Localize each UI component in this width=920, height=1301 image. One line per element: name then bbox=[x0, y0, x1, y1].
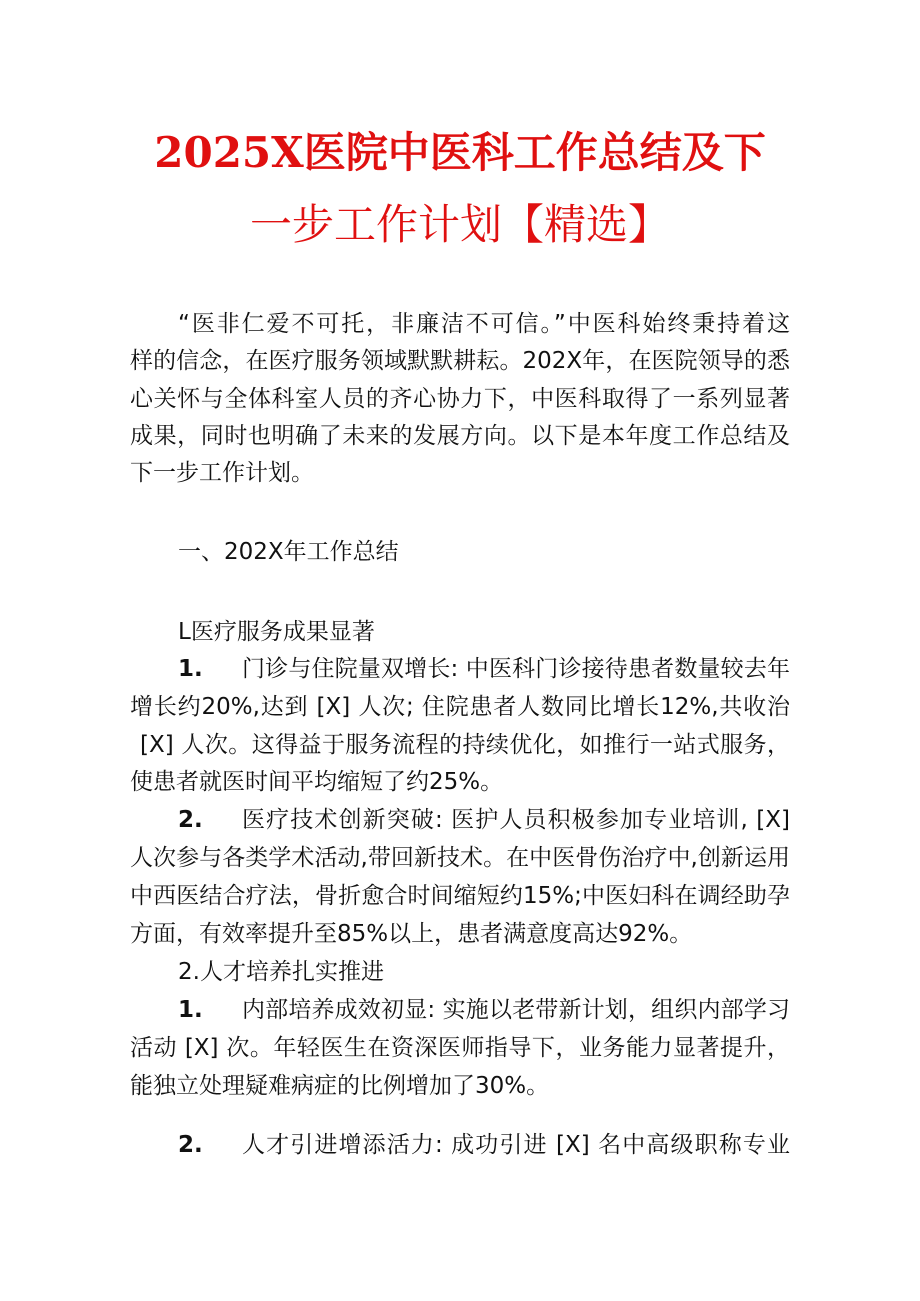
item-line: 方面，有效率提升至85%以上，患者满意度高达92%。 bbox=[130, 921, 693, 947]
item-number: 1. bbox=[178, 997, 203, 1023]
intro-line-1: “医非仁爱不可托，非廉洁不可信。”中医科始终秉持着这 bbox=[178, 311, 790, 337]
item-line: 人次参与各类学术活动,带回新技术。在中医骨伤治疗中,创新运用 bbox=[130, 845, 790, 871]
subsection-1-heading: L医疗服务成果显著 bbox=[178, 619, 375, 645]
subsection-2-heading: 2.人才培养扎实推进 bbox=[178, 959, 384, 985]
intro-line-2: 样的信念，在医疗服务领域默默耕耘。202X年，在医院领导的悉 bbox=[130, 348, 790, 374]
item-line: 能独立处理疑难病症的比例增加了30%。 bbox=[130, 1073, 550, 1099]
item-number: 1. bbox=[178, 656, 203, 682]
document-title-line-2: 一步工作计划【精选】 bbox=[249, 200, 670, 249]
item-line: 中西医结合疗法，骨折愈合时间缩短约15%;中医妇科在调经助孕 bbox=[130, 883, 790, 909]
document-title-line-1: 2025X医院中医科工作总结及下 bbox=[154, 128, 766, 177]
item-line: 人才引进增添活力: 成功引进 [X] 名中高级职称专业 bbox=[242, 1132, 790, 1158]
intro-line-5: 下一步工作计划。 bbox=[130, 460, 314, 486]
section-heading: 一、202X年工作总结 bbox=[178, 539, 399, 565]
item-line: 门诊与住院量双增长: 中医科门诊接待患者数量较去年 bbox=[242, 656, 790, 682]
item-line: 增长约20%,达到 [X] 人次; 住院患者人数同比增长12%,共收治 bbox=[130, 694, 790, 720]
item-line: 医疗技术创新突破: 医护人员积极参加专业培训, [X] bbox=[242, 807, 790, 833]
item-number: 2. bbox=[178, 1132, 203, 1158]
intro-line-3: 心关怀与全体科室人员的齐心协力下，中医科取得了一系列显著 bbox=[130, 386, 790, 412]
item-line: 内部培养成效初显: 实施以老带新计划，组织内部学习 bbox=[242, 997, 790, 1023]
item-line: 使患者就医时间平均缩短了约25%。 bbox=[130, 769, 504, 795]
item-number: 2. bbox=[178, 807, 203, 833]
intro-line-4: 成果，同时也明确了未来的发展方向。以下是本年度工作总结及 bbox=[130, 423, 790, 449]
item-line: 活动 [X] 次。年轻医生在资深医师指导下，业务能力显著提升， bbox=[130, 1035, 790, 1061]
item-line: [X] 人次。这得益于服务流程的持续优化，如推行一站式服务， bbox=[140, 732, 790, 758]
